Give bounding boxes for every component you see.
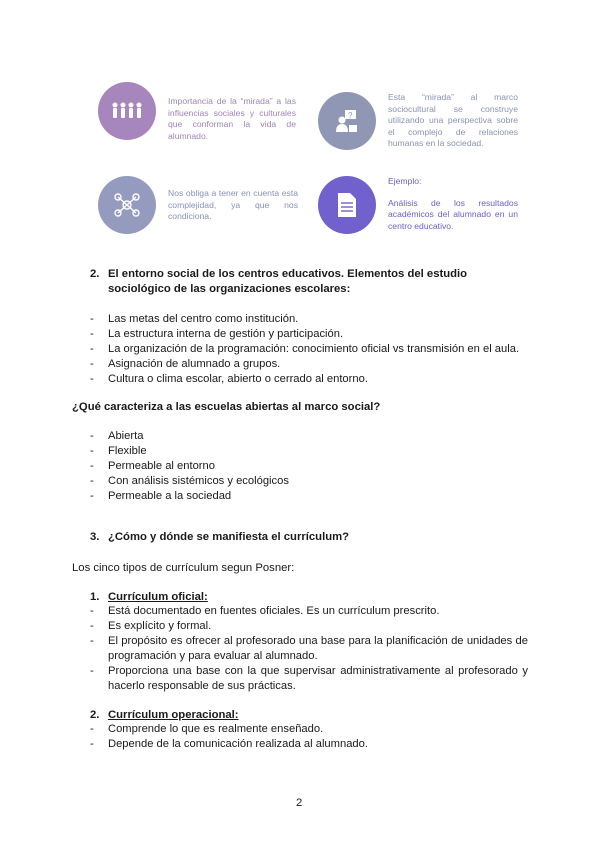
- question-heading: ¿Qué caracteriza a las escuelas abiertas al marco social?: [72, 401, 381, 413]
- card-text: Nos obliga a tener en cuenta esta complejidad, ya que nos condiciona.: [168, 188, 298, 222]
- list-item: - Asignación de alumnado a grupos.: [90, 357, 528, 372]
- card-mirada: [98, 82, 298, 142]
- card-ejemplo: [318, 176, 518, 234]
- sub-number: 2.: [90, 709, 100, 721]
- section-2-list: [90, 312, 528, 387]
- list-item: - El propósito es ofrecer al profesorado una base para la planificación de unidades de programación y para evaluar al alumnado.: [90, 634, 528, 664]
- curriculum-oficial-heading: [90, 590, 208, 605]
- list-item: - Con análisis sistémicos y ecológicos: [90, 474, 528, 489]
- curriculum-operacional-list: [90, 722, 528, 752]
- list-item: - Cultura o clima escolar, abierto o cerrado al entorno.: [90, 372, 528, 387]
- list-item: - Comprende lo que es realmente enseñado.: [90, 722, 528, 737]
- page-number: 2: [296, 797, 303, 809]
- section-3-heading: [92, 530, 532, 545]
- list-item: - Depende de la comunicación realizada al alumnado.: [90, 737, 528, 752]
- list-item: - Está documentado en fuentes oficiales. Es un currículum prescrito.: [90, 604, 528, 619]
- card-text: Esta “mirada” al marco sociocultural se construye utilizando una perspectiva sobre el complejo de relaciones humanas en la sociedad.: [388, 92, 518, 149]
- list-item: - La organización de la programación: conocimiento oficial vs transmisión en el aula.: [90, 342, 528, 357]
- sub-title: Currículum operacional:: [108, 709, 239, 721]
- section-title: ¿Cómo y dónde se manifiesta el currículum?: [108, 531, 350, 543]
- card-text: Análisis de los resultados académicos del alumnado en un centro educativo.: [388, 197, 518, 231]
- list-item: - Abierta: [90, 429, 528, 444]
- section-title: El entorno social de los centros educativos. Elementos del estudio sociológico de las organizaciones escolares:: [108, 268, 468, 295]
- sub-number: 1.: [90, 591, 100, 603]
- section-number: 3.: [90, 531, 100, 543]
- list-item: - La estructura interna de gestión y participación.: [90, 327, 528, 342]
- card-text: Importancia de la “mirada” a las influencias sociales y culturales que conforman la vida de alumnado.: [168, 96, 296, 141]
- section-2-heading: [92, 267, 532, 297]
- card-ejemplo-content: [388, 176, 518, 232]
- intro-text: Los cinco tipos de currículum segun Posner:: [72, 562, 295, 574]
- document-icon: [318, 176, 376, 234]
- card-complejidad: [98, 176, 298, 234]
- question-list: [90, 429, 528, 504]
- curriculum-operacional-heading: [90, 708, 239, 723]
- list-item: - Las metas del centro como institución.: [90, 312, 528, 327]
- people-group-icon: [98, 82, 156, 140]
- list-item: - Permeable a la sociedad: [90, 489, 528, 504]
- sub-title: Currículum oficial:: [108, 591, 208, 603]
- card-heading: Ejemplo:: [388, 176, 422, 186]
- presenter-question-icon: [318, 92, 376, 150]
- list-item: - Flexible: [90, 444, 528, 459]
- network-icon: [98, 176, 156, 234]
- svg-text:?: ?: [348, 111, 353, 120]
- card-marco: [318, 92, 518, 150]
- section-number: 2.: [90, 268, 100, 280]
- list-item: - Permeable al entorno: [90, 459, 528, 474]
- list-item: - Es explícito y formal.: [90, 619, 528, 634]
- list-item: - Proporciona una base con la que supervisar administrativamente al profesorado y hacerlo responsable de sus prácticas.: [90, 664, 528, 694]
- curriculum-oficial-list: [90, 604, 528, 694]
